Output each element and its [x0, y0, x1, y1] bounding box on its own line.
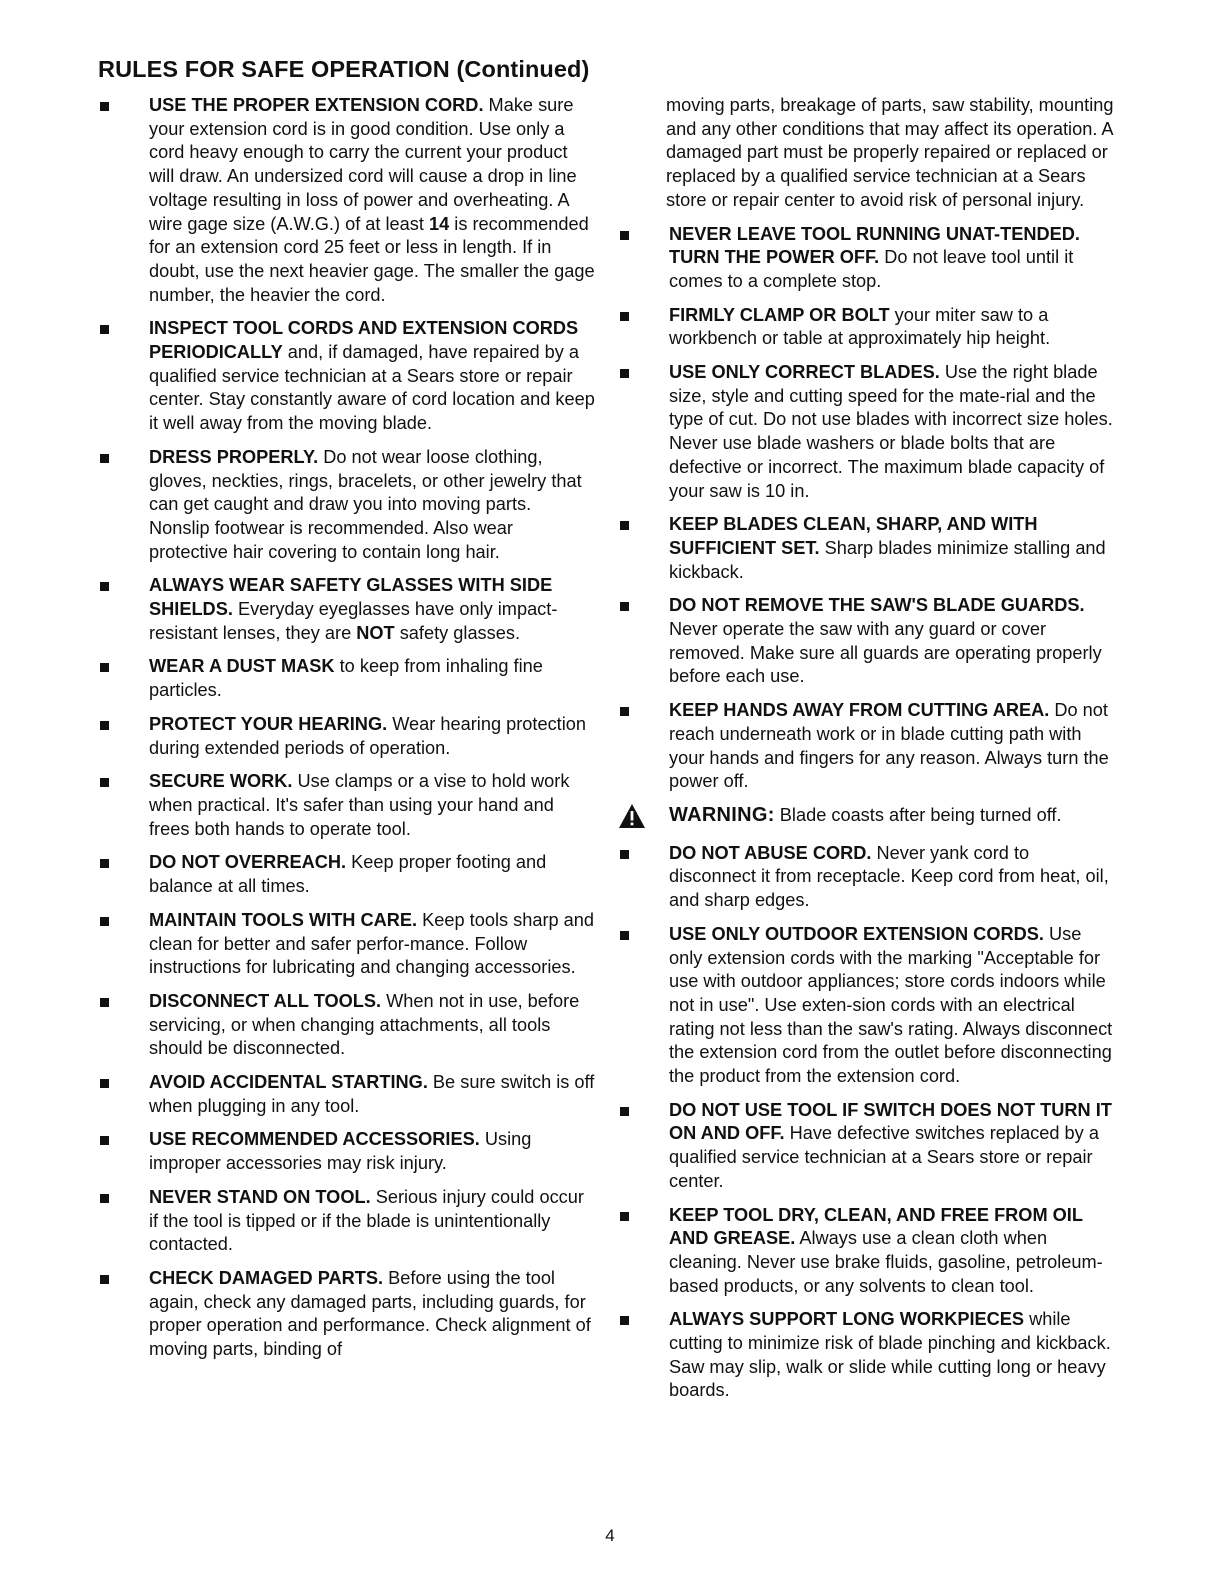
item-heading: CHECK DAMAGED PARTS.	[149, 1267, 384, 1288]
bullet-icon	[100, 1136, 109, 1145]
item-text: Using improper accessories may risk injury.	[149, 1129, 532, 1174]
item-text: Have defective switches replaced by a qualified service technician at a Sears store or repair center.	[669, 1123, 1099, 1191]
bullet-icon	[100, 1194, 109, 1203]
item-text: safety glasses.	[394, 622, 521, 643]
item-text: Make sure your extension cord is in good condition. Use only a cord heavy enough to carry the current your product will draw. An undersized cord will cause a drop in line voltage resulting in loss of power and overheating. A wire gage size (A.W.G.) of at least	[149, 95, 577, 234]
list-item	[618, 699, 1118, 794]
item-heading: INSPECT TOOL CORDS AND EXTENSION CORDS PERIODICALLY	[149, 318, 579, 363]
item-text: Wear hearing protection during extended periods of operation.	[149, 713, 586, 758]
item-text: Use only extension cords with the marking "Acceptable for use with outdoor appliances; store cords indoors while not in use". Use exten-sion cords with an electrical rating not less than the saw's rating. Always disconnect the extension cord from the outlet before disconnecting the product from the extension cord.	[669, 923, 1113, 1087]
bullet-icon	[620, 1316, 629, 1325]
list-item	[98, 446, 596, 565]
left-column	[98, 94, 596, 1372]
warning-text: Blade coasts after being turned off.	[774, 804, 1062, 825]
item-text: Keep proper footing and balance at all times.	[149, 852, 547, 897]
item-text: Never operate the saw with any guard or cover removed. Make sure all guards are operating properly before each use.	[669, 619, 1102, 687]
item-text: while cutting to minimize risk of blade pinching and kickback. Saw may slip, walk or slide while cutting long or heavy boards.	[669, 1309, 1111, 1401]
page-number: 4	[605, 1526, 615, 1545]
item-heading: USE RECOMMENDED ACCESSORIES.	[149, 1129, 480, 1150]
list-item	[618, 304, 1118, 351]
list-item	[98, 655, 596, 702]
right-column	[618, 94, 1118, 1413]
bullet-icon	[100, 454, 109, 463]
bullet-icon	[100, 325, 109, 334]
list-item	[618, 842, 1118, 913]
list-item	[98, 851, 596, 898]
bullet-icon	[100, 582, 109, 591]
bullet-icon	[100, 1275, 109, 1284]
item-emphasis: NOT	[356, 622, 395, 643]
item-text: Sharp blades minimize stalling and kickback.	[669, 537, 1106, 582]
bullet-icon	[620, 850, 629, 859]
list-item	[98, 1128, 596, 1175]
item-text: to keep from inhaling fine particles.	[149, 656, 543, 701]
item-heading: NEVER STAND ON TOOL.	[149, 1186, 371, 1207]
item-heading: USE THE PROPER EXTENSION CORD.	[149, 95, 484, 115]
list-item	[98, 574, 596, 645]
bullet-icon	[100, 917, 109, 926]
item-text: Use clamps or a vise to hold work when practical. It's safer than using your hand and frees both hands to operate tool.	[149, 771, 570, 839]
bullet-icon	[620, 1212, 629, 1221]
item-text: Serious injury could occur if the tool is tipped or if the blade is unintentionally contacted.	[149, 1186, 584, 1255]
item-heading: DRESS PROPERLY.	[149, 446, 319, 467]
bullet-icon	[100, 663, 109, 672]
item-heading: AVOID ACCIDENTAL STARTING.	[149, 1072, 428, 1093]
bullet-icon	[100, 998, 109, 1007]
item-heading: KEEP HANDS AWAY FROM CUTTING AREA.	[669, 700, 1050, 721]
bullet-icon	[100, 1079, 109, 1088]
item-text: and, if damaged, have repaired by a qualified service technician at a Sears store or repair center. Stay constantly aware of cord location and keep it well away from the moving blade.	[149, 342, 595, 434]
bullet-icon	[620, 1107, 629, 1116]
list-item	[98, 990, 596, 1061]
list-item	[618, 513, 1118, 584]
continued-text: moving parts, breakage of parts, saw stability, mounting and any other conditions that may affect its operation. A damaged part must be properly repaired or replaced or replaced by a qualified service technician at a Sears store or repair center to avoid risk of personal injury.	[666, 95, 1114, 210]
bullet-icon	[620, 369, 629, 378]
list-item	[98, 770, 596, 841]
item-heading: FIRMLY CLAMP OR BOLT	[669, 304, 890, 325]
warning-notice	[618, 804, 1118, 828]
list-item	[618, 223, 1118, 294]
list-item	[618, 594, 1118, 689]
item-heading: KEEP BLADES CLEAN, SHARP, AND WITH SUFFICIENT SET.	[669, 514, 1038, 558]
item-heading: MAINTAIN TOOLS WITH CARE.	[149, 909, 418, 930]
item-text: your miter saw to a workbench or table at approximately hip height.	[669, 304, 1051, 349]
bullet-icon	[620, 707, 629, 716]
list-item	[98, 1267, 596, 1362]
bullet-icon	[620, 521, 629, 530]
list-item	[98, 317, 596, 436]
bullet-icon	[620, 931, 629, 940]
bullet-icon	[100, 778, 109, 787]
item-heading: DO NOT REMOVE THE SAW'S BLADE GUARDS.	[669, 595, 1085, 616]
warning-triangle-icon	[618, 802, 646, 830]
item-heading: DISCONNECT ALL TOOLS.	[149, 990, 382, 1011]
item-heading: DO NOT USE TOOL IF SWITCH DOES NOT TURN IT ON AND OFF.	[669, 1099, 1112, 1144]
bullet-icon	[100, 859, 109, 868]
item-heading: KEEP TOOL DRY, CLEAN, AND FREE FROM OIL AND GREASE.	[669, 1204, 1083, 1249]
list-item	[98, 1186, 596, 1257]
item-text: Keep tools sharp and clean for better and safer perfor-mance. Follow instructions for lubricating and changing accessories.	[149, 909, 595, 978]
warning-label: WARNING:	[669, 803, 775, 826]
item-heading: PROTECT YOUR HEARING.	[149, 713, 388, 734]
item-heading: NEVER LEAVE TOOL RUNNING UNAT-TENDED. TURN THE POWER OFF.	[669, 223, 1080, 268]
item-heading: ALWAYS SUPPORT LONG WORKPIECES	[669, 1309, 1025, 1330]
item-heading: ALWAYS WEAR SAFETY GLASSES WITH SIDE SHIELDS.	[149, 575, 553, 620]
bullet-icon	[620, 312, 629, 321]
bullet-icon	[100, 721, 109, 730]
bullet-icon	[620, 602, 629, 611]
item-text: Everyday eyeglasses have only impact-resistant lenses, they are	[149, 599, 558, 643]
item-text: When not in use, before servicing, or when changing attachments, all tools should be disconnected.	[149, 990, 580, 1059]
item-emphasis: 14	[429, 213, 450, 234]
list-item	[618, 1099, 1118, 1194]
item-heading: USE ONLY OUTDOOR EXTENSION CORDS.	[669, 923, 1044, 944]
item-text: Do not reach underneath work or in blade cutting path with your hands and fingers for any reason. Always turn the power off.	[669, 700, 1109, 792]
bullet-icon	[100, 102, 109, 111]
item-heading: SECURE WORK.	[149, 771, 293, 792]
item-text: Always use a clean cloth when cleaning. Never use brake fluids, gasoline, petroleum-based products, or any solvents to clean tool.	[669, 1228, 1103, 1296]
item-text: is recommended for an extension cord 25 feet or less in length. If in doubt, use the next heavier gage. The smaller the gage number, the heavier the cord.	[149, 213, 595, 305]
page-title: RULES FOR SAFE OPERATION (Continued)	[98, 56, 590, 82]
list-item	[618, 923, 1118, 1089]
item-text: Before using the tool again, check any damaged parts, including guards, for proper operation and performance. Check alignment of moving parts, binding of	[149, 1267, 591, 1360]
item-heading: DO NOT OVERREACH.	[149, 852, 347, 873]
item-heading: DO NOT ABUSE CORD.	[669, 842, 872, 863]
list-item	[618, 1204, 1118, 1299]
list-item	[618, 1308, 1118, 1403]
bullet-icon	[620, 231, 629, 240]
list-item	[98, 94, 596, 307]
list-item	[98, 713, 596, 760]
item-text: Use the right blade size, style and cutting speed for the mate-rial and the type of cut. Do not use blades with incorrect size holes. Never use blade washers or blade bolts that are defective or incorrect. The maximum blade capacity of your saw is 10 in.	[669, 362, 1113, 501]
item-text: Do not leave tool until it comes to a complete stop.	[669, 247, 1074, 291]
item-heading: USE ONLY CORRECT BLADES.	[669, 362, 940, 383]
item-text: Never yank cord to disconnect it from receptacle. Keep cord from heat, oil, and sharp edges.	[669, 842, 1109, 911]
list-item	[98, 909, 596, 980]
list-item	[98, 1071, 596, 1118]
item-heading: WEAR A DUST MASK	[149, 656, 335, 677]
item-text: Do not wear loose clothing, gloves, neckties, rings, bracelets, or other jewelry that can get caught and draw you into moving parts. Nonslip footwear is recommended. Also wear protective hair covering to contain long hair.	[149, 446, 582, 562]
item-text: Be sure switch is off when plugging in any tool.	[149, 1072, 595, 1116]
list-item	[618, 361, 1118, 503]
